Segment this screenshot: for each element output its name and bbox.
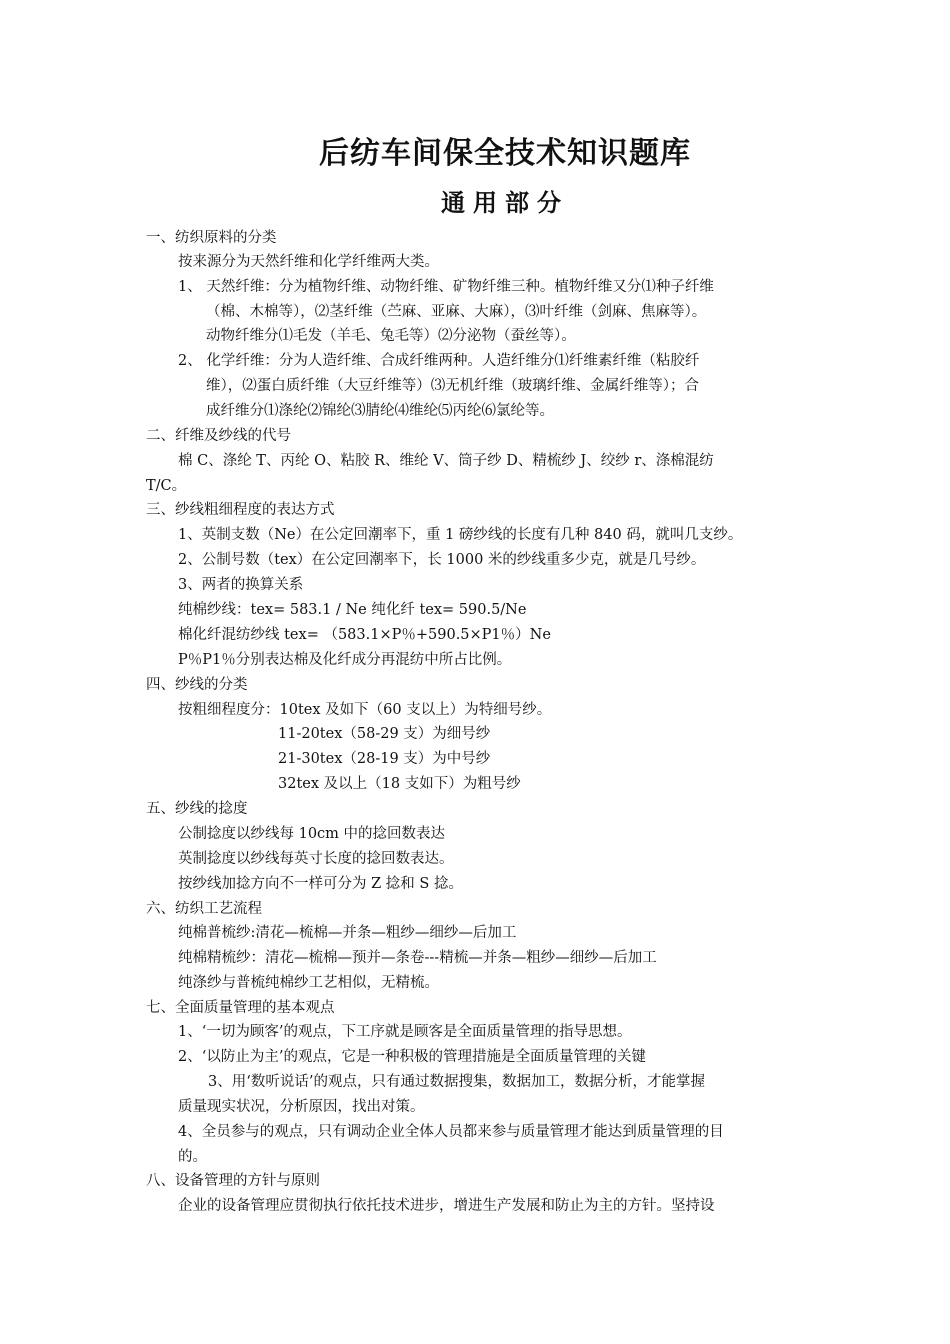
text-line: 纯棉精梳纱：清花—梳棉—预并—条卷---精梳—并条—粗纱—细纱—后加工 [178, 950, 657, 966]
section-heading: 三、纱线粗细程度的表达方式 [146, 502, 335, 518]
section-heading: 二、纤维及纱线的代号 [146, 428, 291, 444]
text-line: 1、‘一切为顾客’的观点，下工序就是顾客是全面质量管理的指导思想。 [178, 1024, 632, 1040]
document-subtitle: 通用部分 [441, 189, 569, 217]
text-line: P％P1％分别表达棉及化纤成分再混纺中所占比例。 [178, 652, 512, 668]
text-line: （棉、木棉等），⑵茎纤维（苎麻、亚麻、大麻），⑶叶纤维（剑麻、焦麻等）。 [206, 304, 707, 320]
text-line: 公制捻度以纱线每 10cm 中的捻回数表达 [178, 826, 446, 842]
text-line: 按粗细程度分：10tex 及如下（60 支以上）为特细号纱。 [178, 702, 552, 718]
text-line: 按纱线加捻方向不一样可分为 Z 捻和 S 捻。 [178, 876, 463, 892]
text-line: 3、两者的换算关系 [178, 577, 304, 593]
text-line: 21-30tex（28-19 支）为中号纱 [278, 751, 491, 767]
text-line: 4、全员参与的观点，只有调动企业全体人员都来参与质量管理才能达到质量管理的目 [178, 1124, 724, 1140]
text-line: 纯棉纱线：tex= 583.1 / Ne 纯化纤 tex= 590.5/Ne [178, 602, 527, 618]
text-line: 32tex 及以上（18 支如下）为粗号纱 [278, 776, 521, 792]
text-line: 维），⑵蛋白质纤维（大豆纤维等）⑶无机纤维（玻璃纤维、金属纤维等）；合 [206, 378, 699, 394]
text-line: 纯涤纱与普梳纯棉纱工艺相似，无精梳。 [178, 975, 439, 991]
text-line: 企业的设备管理应贯彻执行依托技术进步，增进生产发展和防止为主的方针。坚持设 [178, 1198, 715, 1214]
text-line: 的。 [178, 1149, 207, 1165]
text-line: 棉 C、涤纶 T、丙纶 O、粘胶 R、维纶 V、筒子纱 D、精梳纱 J、绞纱 r、涤棉混纺 [178, 453, 714, 469]
text-line: 1、 天然纤维：分为植物纤维、动物纤维、矿物纤维三种。植物纤维又分⑴种子纤维 [178, 279, 714, 295]
document-title: 后纺车间保全技术知识题库 [319, 136, 691, 171]
text-line: 1、英制支数（Ne）在公定回潮率下，重 1 磅纱线的长度有几种 840 码，就叫几支纱。 [178, 527, 743, 543]
text-line: 按来源分为天然纤维和化学纤维两大类。 [178, 254, 439, 270]
text-line: 动物纤维分⑴毛发（羊毛、兔毛等）⑵分泌物（蚕丝等）。 [206, 328, 576, 344]
text-line: 英制捻度以纱线每英寸长度的捻回数表达。 [178, 851, 454, 867]
section-heading: 五、纱线的捻度 [146, 801, 248, 817]
section-heading: 六、纺织工艺流程 [146, 901, 262, 917]
text-line: T/C。 [146, 478, 187, 494]
section-heading: 八、设备管理的方针与原则 [146, 1173, 320, 1189]
section-heading: 四、纱线的分类 [146, 677, 248, 693]
section-heading: 七、全面质量管理的基本观点 [146, 1000, 335, 1016]
text-line: 纯棉普梳纱:清花—梳棉—并条—粗纱—细纱—后加工 [178, 925, 517, 941]
text-line: 棉化纤混纺纱线 tex= （583.1×P％+590.5×P1％）Ne [178, 627, 551, 643]
text-line: 成纤维分⑴涤纶⑵锦纶⑶腈纶⑷维纶⑸丙纶⑹氯纶等。 [206, 403, 554, 419]
section-heading: 一、纺织原料的分类 [146, 230, 277, 246]
text-line: 2、 化学纤维：分为人造纤维、合成纤维两种。人造纤维分⑴纤维素纤维（粘胶纤 [178, 353, 700, 369]
text-line: 质量现实状况，分析原因，找出对策。 [178, 1099, 425, 1115]
text-line: 2、公制号数（tex）在公定回潮率下，长 1000 米的纱线重多少克，就是几号纱。 [178, 552, 706, 568]
text-line: 2、‘以防止为主’的观点，它是一种积极的管理措施是全面质量管理的关键 [178, 1049, 646, 1065]
text-line: 11-20tex（58-29 支）为细号纱 [278, 726, 491, 742]
text-line: 3、用‘数听说话’的观点，只有通过数据搜集，数据加工，数据分析，才能掌握 [208, 1074, 705, 1090]
